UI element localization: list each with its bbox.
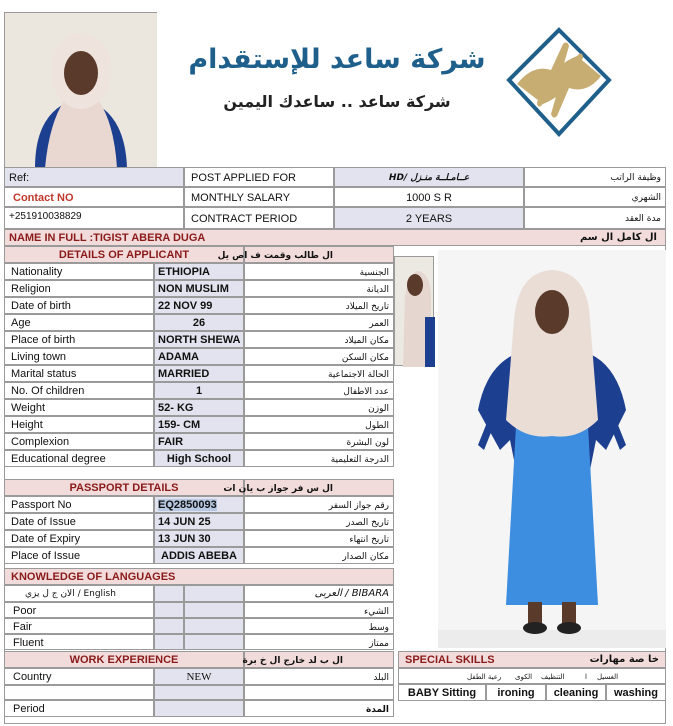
passport-ar-3: مكان الصدار: [244, 547, 394, 564]
skill-washing: washing: [606, 684, 666, 701]
passport-title: PASSPORT DETAILS: [4, 479, 244, 496]
language-english: الان ج ل يزي / English: [4, 585, 154, 602]
applicant-label-11: Educational degree: [4, 450, 154, 467]
applicant-label-0: Nationality: [4, 263, 154, 280]
full-name-row: [4, 229, 666, 246]
phone-number: +251910038829: [4, 207, 184, 229]
skills-title-ar: خا صة مهارات: [589, 654, 659, 665]
small-photo: [394, 256, 434, 366]
language-en-box2-2: [184, 634, 244, 650]
passport-ar-1: تاريخ الصدر: [244, 513, 394, 530]
skill-ar-ironing: الكوى: [515, 673, 533, 681]
passport-value-3: [154, 547, 244, 564]
passport-label-2: Date of Expiry: [4, 530, 154, 547]
skills-ar-row: [398, 668, 666, 684]
work-period-ar: المدة: [244, 700, 394, 717]
applicant-value-6: MARRIED: [154, 365, 244, 382]
passport-value-text-2: 13 JUN 30: [158, 533, 211, 545]
work-country-ar: البلد: [244, 668, 394, 685]
applicant-value-3: 26: [154, 314, 244, 331]
skill-ironing: ironing: [486, 684, 546, 701]
skill-ar-sep: ا: [585, 673, 587, 681]
applicant-ar-0: الجنسية: [244, 263, 394, 280]
applicant-title: DETAILS OF APPLICANT: [4, 246, 244, 263]
applicant-label-4: Place of birth: [4, 331, 154, 348]
company-logo: [503, 24, 615, 142]
period-label: CONTRACT PERIOD: [184, 207, 334, 229]
passport-value-text-0: EQ2850093: [158, 499, 217, 511]
work-title: WORK EXPERIENCE: [4, 651, 244, 668]
applicant-value-8: 52- KG: [154, 399, 244, 416]
language-ar-1: وسط: [244, 618, 394, 634]
applicant-label-6: Marital status: [4, 365, 154, 382]
contact-label: Contact NO: [4, 187, 184, 207]
applicant-value-7: 1: [154, 382, 244, 399]
full-body-photo: [438, 250, 666, 648]
applicant-value-4: NORTH SHEWA: [154, 331, 244, 348]
period-label-ar: مدة العقد: [524, 207, 666, 229]
work-spacer-ar: [244, 685, 394, 700]
language-en-box2-1: [184, 618, 244, 634]
language-check-2: [184, 585, 244, 602]
skill-ar-washing: الغسيل: [597, 673, 619, 681]
applicant-value-0: ETHIOPIA: [154, 263, 244, 280]
passport-value-text-3: ADDIS ABEBA: [161, 550, 237, 562]
work-period-value: [154, 700, 244, 717]
applicant-ar-4: مكان الميلاد: [244, 331, 394, 348]
work-spacer: [4, 685, 154, 700]
period-value: 2 YEARS: [334, 207, 524, 229]
ref-label: Ref:: [4, 167, 184, 187]
applicant-value-2: 22 NOV 99: [154, 297, 244, 314]
language-en-box-2: [154, 634, 184, 650]
applicant-ar-1: الديانة: [244, 280, 394, 297]
skills-title: [398, 651, 666, 668]
applicant-label-8: Weight: [4, 399, 154, 416]
salary-label-ar: الشهري: [524, 187, 666, 207]
applicant-value-1: NON MUSLIM: [154, 280, 244, 297]
language-en-box2-0: [184, 602, 244, 618]
applicant-ar-3: العمر: [244, 314, 394, 331]
passport-value-0: [154, 496, 244, 513]
languages-title: KNOWLEDGE OF LANGUAGES: [4, 568, 394, 585]
work-period-label: Period: [4, 700, 154, 717]
language-ar-2: ممتاز: [244, 634, 394, 650]
applicant-label-10: Complexion: [4, 433, 154, 450]
passport-label-3: Place of Issue: [4, 547, 154, 564]
applicant-ar-8: الوزن: [244, 399, 394, 416]
post-label: POST APPLIED FOR: [184, 167, 334, 187]
passport-value-2: [154, 530, 244, 547]
language-level-0: Poor: [4, 602, 154, 618]
skill-babysitting: BABY Sitting: [398, 684, 486, 701]
language-arabic: BIBARA / العربى: [244, 585, 394, 602]
applicant-ar-5: مكان السكن: [244, 348, 394, 365]
work-country-value: NEW: [154, 668, 244, 685]
applicant-ar-6: الحالة الاجتماعية: [244, 365, 394, 382]
applicant-value-11: High School: [154, 450, 244, 467]
company-slogan: شركة ساعد .. ساعدك اليمين: [223, 92, 451, 111]
skill-ar-babysitting: رعية الطفل: [467, 673, 502, 681]
work-spacer-value: [154, 685, 244, 700]
passport-ar-0: رقم جواز السفر: [244, 496, 394, 513]
full-name-label-ar: ال كامل ال سم: [579, 232, 657, 243]
portrait-photo: [4, 12, 156, 167]
applicant-value-5: ADAMA: [154, 348, 244, 365]
applicant-label-3: Age: [4, 314, 154, 331]
passport-ar-2: تاريخ انتهاء: [244, 530, 394, 547]
passport-title-ar: ال س فر جواز ب يان ات: [244, 479, 394, 496]
passport-value-1: [154, 513, 244, 530]
passport-value-text-1: 14 JUN 25: [158, 516, 211, 528]
applicant-value-10: FAIR: [154, 433, 244, 450]
language-level-1: Fair: [4, 618, 154, 634]
applicant-label-2: Date of birth: [4, 297, 154, 314]
post-label-ar: وظيفة الراتب: [524, 167, 666, 187]
language-level-2: Fluent: [4, 634, 154, 650]
salary-value: 1000 S R: [334, 187, 524, 207]
applicant-ar-2: تاريخ الميلاد: [244, 297, 394, 314]
language-ar-0: الشيء: [244, 602, 394, 618]
language-check-1: [154, 585, 184, 602]
language-en-box-0: [154, 602, 184, 618]
applicant-label-1: Religion: [4, 280, 154, 297]
passport-label-1: Date of Issue: [4, 513, 154, 530]
applicant-label-7: No. Of children: [4, 382, 154, 399]
skills-title-en: SPECIAL SKILLS: [405, 654, 495, 666]
applicant-label-9: Height: [4, 416, 154, 433]
company-name: شركة ساعد للإستقدام: [188, 44, 486, 75]
post-value: HD/ عــامـلــة منـزل: [334, 167, 524, 187]
applicant-ar-7: عدد الاطفال: [244, 382, 394, 399]
applicant-title-ar: ال طالب وقمت ف اص يل: [244, 246, 394, 263]
salary-label: MONTHLY SALARY: [184, 187, 334, 207]
applicant-value-9: 159- CM: [154, 416, 244, 433]
applicant-label-5: Living town: [4, 348, 154, 365]
header-banner: [157, 12, 666, 167]
skill-cleaning: cleaning: [546, 684, 606, 701]
applicant-ar-11: الدرجة التعليمية: [244, 450, 394, 467]
passport-label-0: Passport No: [4, 496, 154, 513]
work-country-label: Country: [4, 668, 154, 685]
skill-ar-cleaning: التنظيف: [541, 673, 565, 681]
full-name-label: NAME IN FULL :TIGIST ABERA DUGA: [9, 232, 206, 244]
applicant-ar-10: لون البشرة: [244, 433, 394, 450]
language-en-box-1: [154, 618, 184, 634]
work-title-ar: ال ب لد خارج ال خ برة: [244, 651, 394, 668]
applicant-ar-9: الطول: [244, 416, 394, 433]
